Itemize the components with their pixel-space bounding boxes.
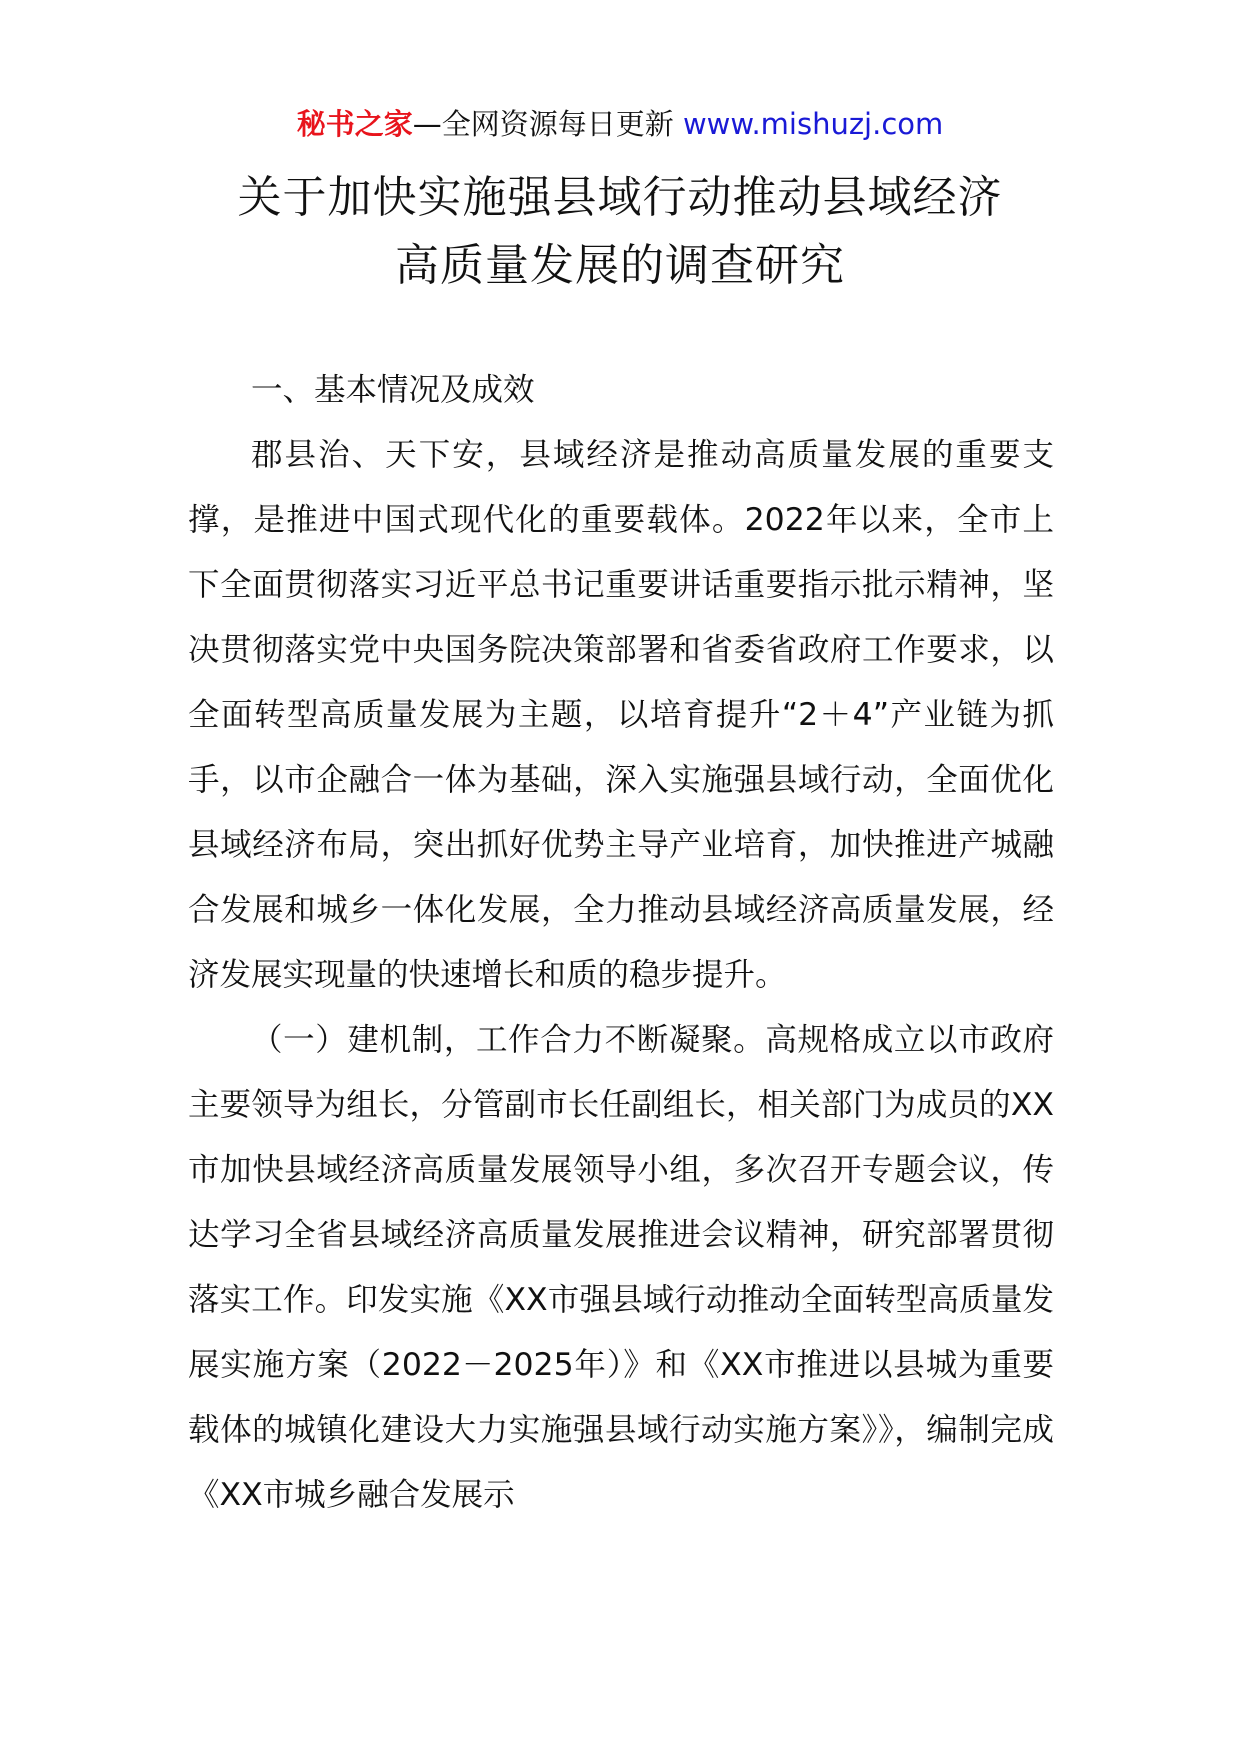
section-heading: 一、基本情况及成效 — [251, 372, 535, 408]
document-body — [188, 358, 1054, 1528]
document-title — [0, 164, 1240, 300]
site-url-link[interactable]: www.mishuzj.com — [682, 107, 944, 141]
paragraph-intro: 郡县治、天下安，县域经济是推动高质量发展的重要支撑，是推进中国式现代化的重要载体。2022年以来，全市上下全面贯彻落实习近平总书记重要讲话重要指示批示精神，坚决贯彻落实党中央国务院决策部署和省委省政府工作要求，以全面转型高质量发展为主题，以培育提升“2＋4”产业链为抓手，以市企融合一体为基础，深入实施强县域行动，全面优化县域经济布局，突出抓好优势主导产业培育，加快推进产城融合发展和城乡一体化发展，全力推动县域经济高质量发展，经济发展实现量的快速增长和质的稳步提升。 — [188, 437, 1054, 993]
banner-slogan: —全网资源每日更新 — [412, 107, 674, 141]
title-line-1: 关于加快实施强县域行动推动县域经济 — [237, 172, 1003, 223]
title-line-2: 高质量发展的调查研究 — [395, 240, 845, 291]
brand-name: 秘书之家 — [296, 107, 413, 141]
site-banner — [0, 104, 1240, 144]
paragraph-mechanism: （一）建机制，工作合力不断凝聚。高规格成立以市政府主要领导为组长，分管副市长任副组长，相关部门为成员的XX市加快县域经济高质量发展领导小组，多次召开专题会议，传达学习全省县域经济高质量发展推进会议精神，研究部署贯彻落实工作。印发实施《XX市强县域行动推动全面转型高质量发展实施方案（2022－2025年）》和《XX市推进以县城为重要载体的城镇化建设大力实施强县域行动实施方案》》，编制完成《XX市城乡融合发展示 — [188, 1022, 1054, 1513]
